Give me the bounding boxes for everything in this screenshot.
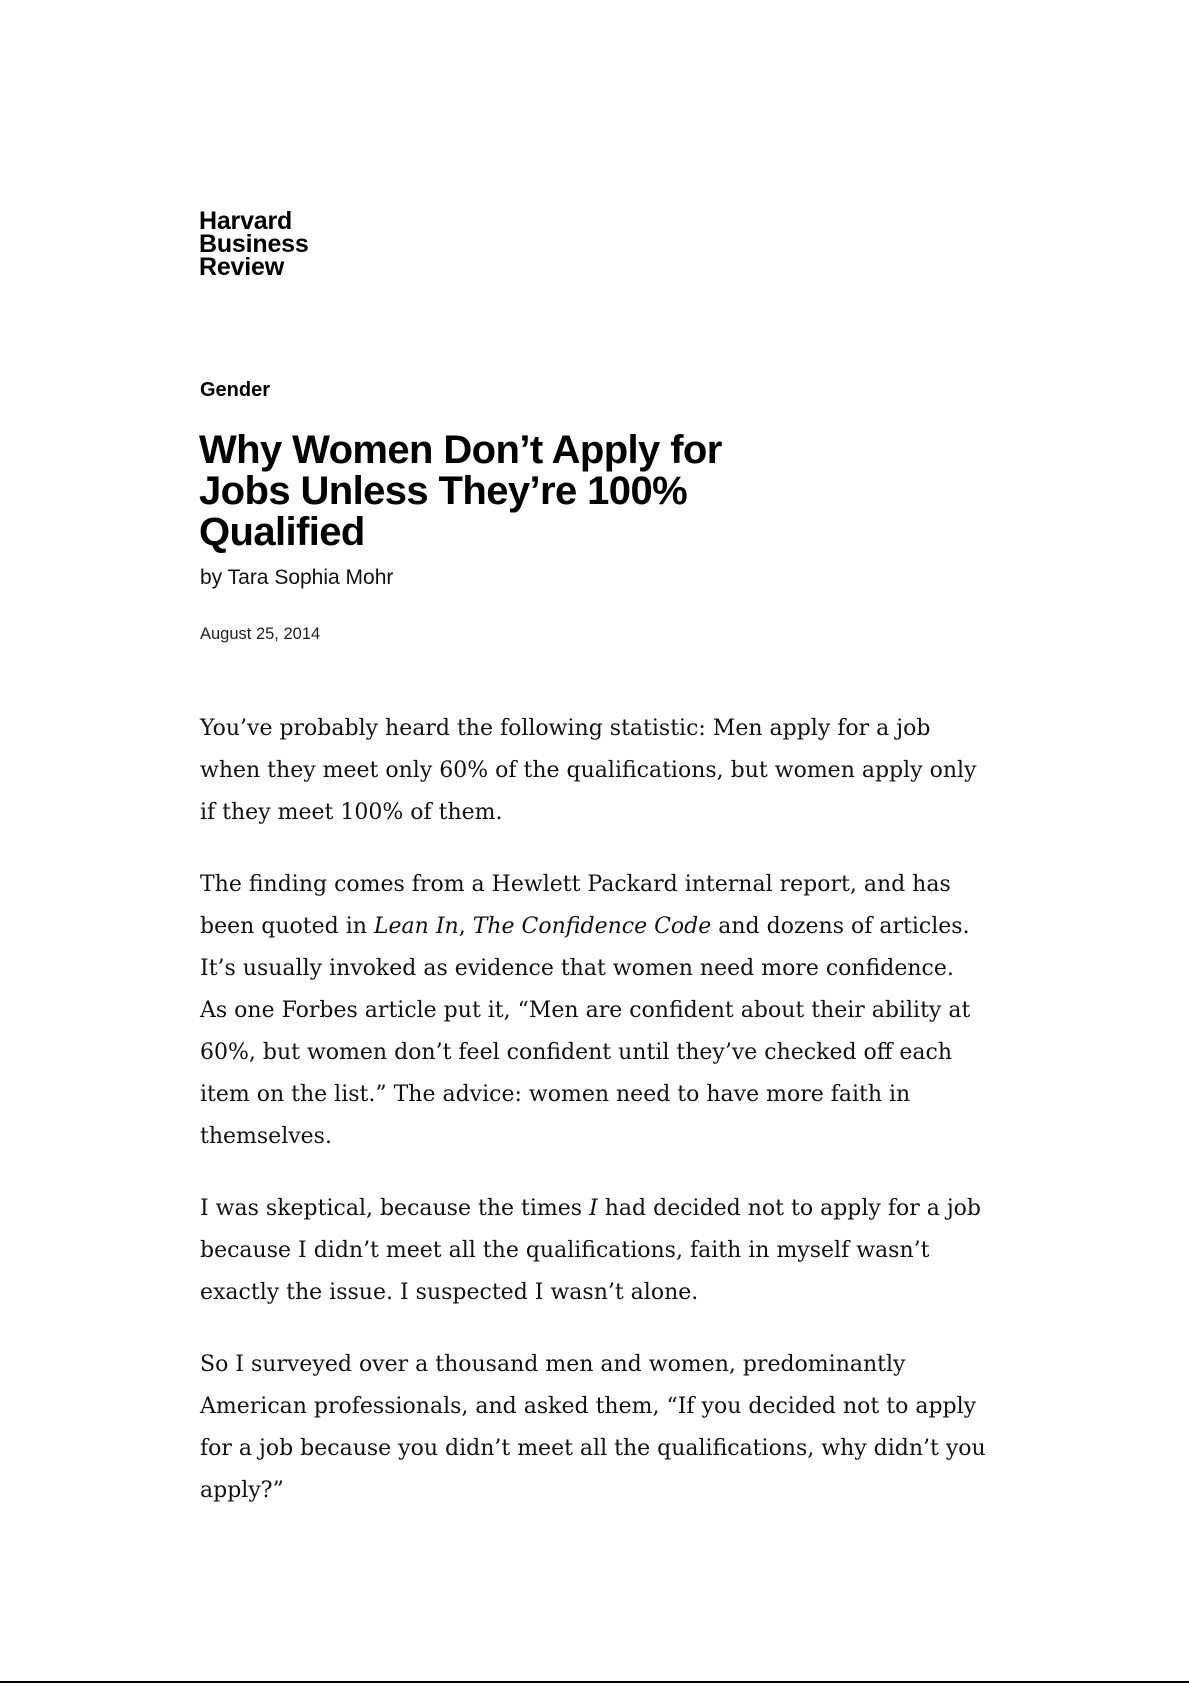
line-text: had decided not to apply for a job [597, 1196, 981, 1221]
section-label: Gender [200, 379, 271, 401]
article-byline: by Tara Sophia Mohr [200, 566, 394, 589]
paragraph-line: 60%, but women don’t feel confident until they’ve checked off each [200, 1040, 953, 1065]
logo-line-harvard: Harvard [199, 207, 293, 235]
body-paragraph-2 [200, 864, 1000, 1158]
title-line: Qualified [199, 510, 365, 554]
article-body [200, 708, 1000, 1542]
paragraph-line: The finding comes from a Hewlett Packard internal report, and has [200, 872, 951, 897]
paragraph-line: exactly the issue. I suspected I wasn’t alone. [200, 1280, 699, 1305]
title-line: Why Women Don’t Apply for [199, 428, 722, 472]
paragraph-line: You’ve probably heard the following statistic: Men apply for a job [200, 716, 931, 741]
paragraph-line: So I surveyed over a thousand men and women, predominantly [200, 1352, 906, 1377]
paragraph-line: As one Forbes article put it, “Men are confident about their ability at [200, 998, 971, 1023]
hbr-logo [199, 207, 309, 281]
paragraph-line: apply?” [200, 1478, 284, 1503]
title-line: Jobs Unless They’re 100% [199, 469, 688, 513]
emphasis-text: I [589, 1196, 598, 1221]
paragraph-line [200, 1188, 1000, 1230]
book-title-lean-in: Lean In [373, 914, 459, 939]
article-title [199, 430, 839, 553]
line-text: been quoted in [200, 914, 374, 939]
logo-line-business: Business [199, 230, 309, 258]
paragraph-line: because I didn’t meet all the qualifications, faith in myself wasn’t [200, 1238, 930, 1263]
line-text: , [458, 914, 473, 939]
logo-line-review: Review [199, 253, 284, 281]
paragraph-line: for a job because you didn’t meet all the qualifications, why didn’t you [200, 1436, 986, 1461]
paragraph-line [200, 906, 1000, 948]
paragraph-line: when they meet only 60% of the qualifications, but women apply only [200, 758, 977, 783]
paragraph-line: themselves. [200, 1124, 332, 1149]
book-title-confidence-code: The Confidence Code [472, 914, 712, 939]
line-text: I was skeptical, because the times [200, 1196, 590, 1221]
paragraph-line: It’s usually invoked as evidence that women need more confidence. [200, 956, 954, 981]
paragraph-line: if they meet 100% of them. [200, 800, 503, 825]
body-paragraph-1 [200, 708, 1000, 834]
paragraph-line: American professionals, and asked them, “If you decided not to apply [200, 1394, 977, 1419]
body-paragraph-3 [200, 1188, 1000, 1314]
article-date: August 25, 2014 [200, 625, 321, 643]
paragraph-line: item on the list.” The advice: women need to have more faith in [200, 1082, 911, 1107]
body-paragraph-4 [200, 1344, 1000, 1512]
line-text: and dozens of articles. [711, 914, 970, 939]
